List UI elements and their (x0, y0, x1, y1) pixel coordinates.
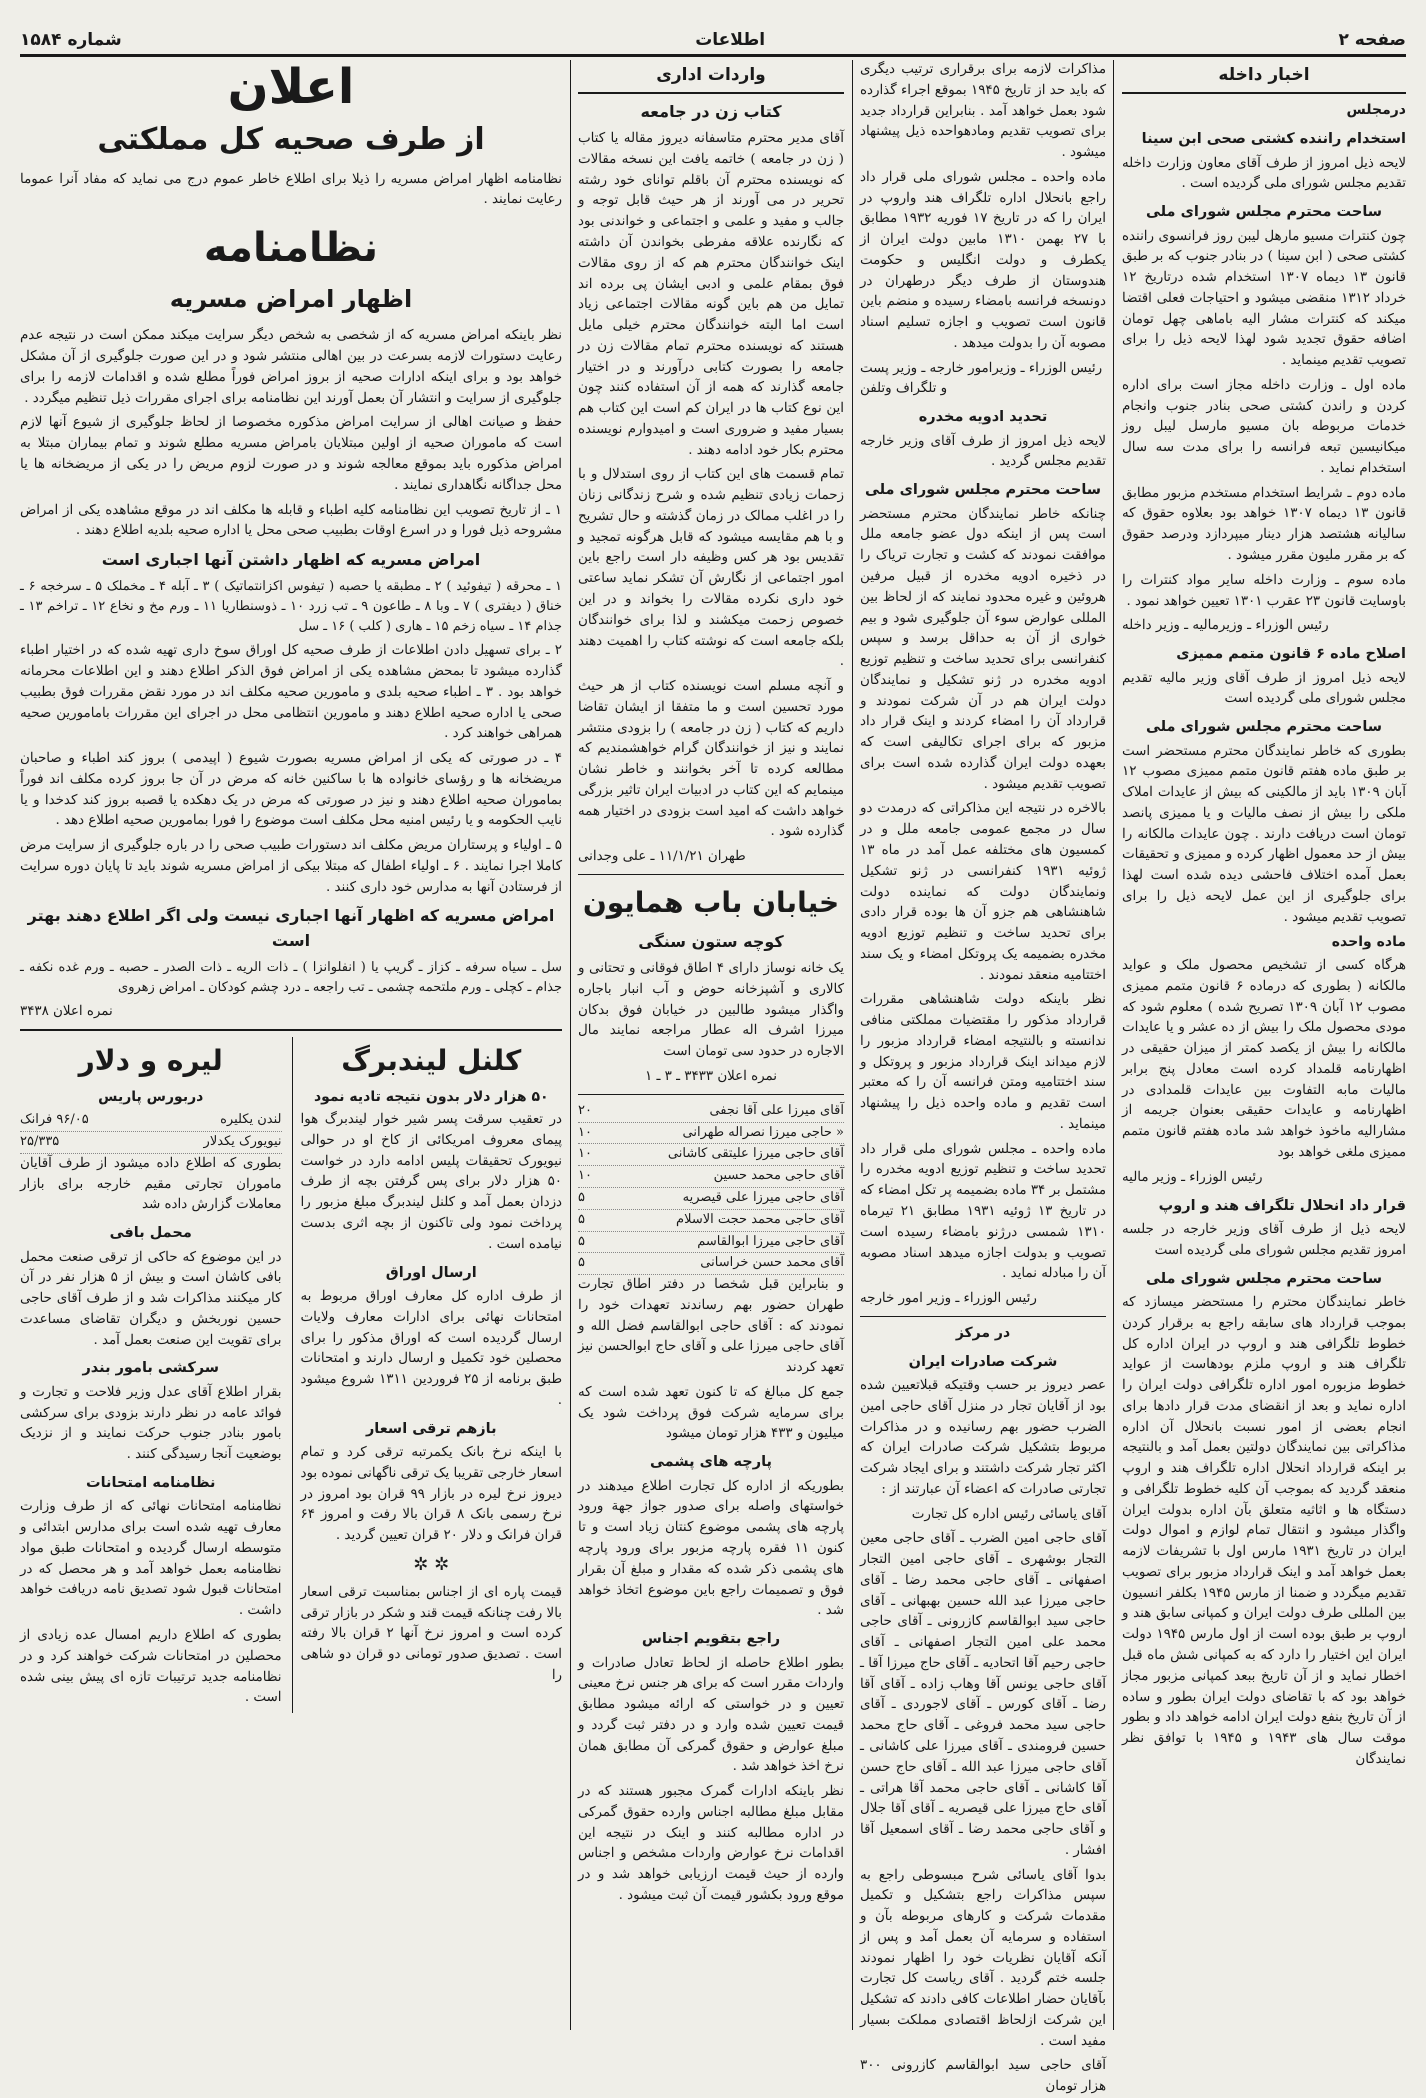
article-text: ماده واحده ـ مجلس شورای ملی قرار داد راجع بانحلال اداره تلگراف هند واروپ در ایران را که در تاریخ ۱۷ فوریه ۱۹۳۲ مطابق با ۲۷ بهمن ۱۳۱۰ مابین دولت ایران از یکطرف و دولت انگلیس و حکومت هندوستان از طرف دیگر درطهران در دونسخه فرانسه بامضاء رسیده و منضم باین قانون است تصویب و اجازه تسلیم اسناد مصوبه آن را بدولت میدهد . (860, 169, 1106, 351)
regulation-text: ۱ ـ از تاریخ تصویب این نظامنامه کلیه اطباء و قابله ها مکلف اند در موقع مشاهده یکی از امراض مشروحه ذیل فورا و در اسرع اوقات بطبیب صحی محل یا اداره صحیه بلدیه اطلاع دهند . (20, 502, 562, 539)
subsection-title: در مرکز (955, 1324, 1011, 1341)
article-title: ساحت محترم مجلس شورای ملی (864, 482, 1102, 499)
article-text: و بنابراین قبل شخصا در دفتر اطاق تجارت طهران حضور بهم رساندند تعهدات خود را نمودند که : آقای حاجی ابوالقاسم فضل الله و آقای حاجی میرزا علی و آقای حاج ابوالحسن نیز تعهد کردند (578, 1277, 844, 1376)
list-title: امراض مسریه که اظهار آنها اجباری نیست ولی اگر اطلاع دهند بهتر است (27, 906, 555, 951)
rate-row: نیویورک یکدلار ۲۵/۳۳۵ (20, 1132, 282, 1154)
box-text: نظامنامه امتحانات نهائی که از طرف وزارت معارف تهیه شده است برای مدارس ابتدائی و متوسطه ارسال گردیده و امتحانات طبق مواد نظامنامه بعمل خواهد آمد و هر محصل که در امتحانات قبول شود تصدیق نامه دریافت خواهد داشت . (20, 1499, 282, 1619)
box-title: ارسال اوراق (385, 1264, 477, 1281)
column-rule (1113, 60, 1114, 2030)
article-text: بطوری که خاطر نمایندگان محترم مستحضر است بر طبق ماده هفتم قانون متمم ممیزی مصوب ۱۲ آبان ۱۳۰۹ باید از مالکینی که بیش از عایدات املاک ملکی را بیش از نصف مالیات و یا ممیزی پانصد تومان است دریافت دارند . چون عایدات مالکانه را بیش از حد معمول اظهار کرده و ممیزی و تحقیقات بعمل آمده اختلاف فاحشی دیده شده است لهذا برای جلوگیری از این عمل لایحه ذیل را برای تصویب تقدیم میشود . (1122, 743, 1406, 925)
ad-title: خیابان باب همایون (582, 885, 840, 919)
box-text: بقرار اطلاع آقای عدل وزیر فلاحت و تجارت و فوائد عامه در نظر دارند بزودی برای سرکشی بامور بنادر جنوب حرکت نمایند و از نزدیک بوضعیت آنجا رسیدگی کنند . (20, 1384, 282, 1463)
box-text: قیمت پاره ای از اجناس بمناسبت ترقی اسعار بالا رفت چنانکه قیمت قند و شکر در بازار ترقی کرده است و امروز نرخ آنها ۲ قران بالا رفته است . تصدیق صدور تومانی دو قران دو شاهی را (300, 1584, 562, 1683)
article-title: ساحت محترم مجلس شورای ملی (1145, 204, 1383, 221)
donor-row: آقای میرزا علی آقا نجفی ۲۰ (578, 1101, 844, 1123)
article-title: استخدام راننده کشتی صحی ابن سینا (1141, 131, 1406, 148)
notice-number: نمره اعلان ۳۴۳۸ (20, 1004, 113, 1020)
article-title: اصلاح ماده ۶ قانون متمم ممیزی (1176, 646, 1406, 663)
box-text: در تعقیب سرقت پسر شیر خوار لیندبرگ هوا پیمای معروف امریکائی از کاخ او در حوالی نیویورک تحقیقات پلیس ادامه دارد در خواست ۵۰ هزار دلار برای پس گرفتن بچه از طرف دزدان بعمل آمد و کلنل لیندبرگ مبلغ مزبور را پرداخت نمود ولی تاکنون از بچه اثری بدست نیامده است . (300, 1112, 562, 1252)
box-title: بازهم ترقی اسعار (365, 1420, 497, 1437)
box-title: سرکشی بامور بندر (82, 1360, 220, 1377)
divider (578, 1094, 844, 1095)
article-title: تحدید ادویه مخدره (918, 409, 1048, 426)
article-text: خاطر نمایندگان محترم را مستحضر میسازد که بموجب قرارداد های سابقه راجع به برقرار کردن خطوط تلگرافی هند و اروپ در ایران اداره کل تلگراف هند و اروپ ملزم بودهاست از عواید خطوط مزبوره امور اداره تلگرافی دولت ایران را اداره نماید و بعد از انقضای مدت قرار دادها برای انجام بعضی از امور نسبت بانحلال آن اداره مذاکراتی بین نمایندگان دولتین بعمل آمد و بالنتیجه بر اینکه قرارداد انحلال اداره تلگراف هند و اروپ منعقد گردید که بموجب آن کلیه خطوط تلگرافی و دستگاه ها و اثاثیه متعلق بآن اداره بدولت ایران واگذار میشود و انتقال تمام لوازم و اموال دولت ایران در تاریخ ۱۹۳۱ مارس اول با تشریفات لازمه بعمل خواهد آمد و اینک قرارداد مزبور برای تصویب تقدیم میگردد و ضمنا از مارس ۱۹۴۵ بکلفر انسیون بین المللی طرف دولت ایران و کمپانی سابق هند و اروپ بر طبق بوده است از اول مارس ۱۹۴۵ دولت ایران این اختیار را دارد که به کمپانی شش ماه قبل اخطار نماید و از آن تاریخ ببعد کمپانی مزبور مجاز خواهد بود که با تقاضای دولت ایران بطور و ساده از آن تاریخ بنفع دولت ایران ادامه خواهد داد و بطور موقت سال های ۱۹۴۳ و ۱۹۴۵ با توافق نظر نمایندگان (1122, 1294, 1406, 1767)
article-text: ماده اول ـ وزارت داخله مجاز است برای اداره کردن و راندن کشتی صحی بنادر جنوب وانجام خدمات مربوطه بان مسیو مارسل لیبل روز میکانیسین تبعه فرانسه را برای مدت سه سال استخدام نماید . (1122, 377, 1406, 476)
signature: طهران ۱۱/۱/۲۱ ـ علی وجدانی (578, 849, 746, 865)
box-title: لیره و دلار (78, 1044, 223, 1078)
regulation-text: ۴ ـ در صورتی که یکی از امراض مسریه بصورت شیوع ( اپیدمی ) بروز کند اطباء و صاحبان مریضخانه ها و رؤسای خانواده ها با ساکنین خانه که مرض در آن جا بروز کرده مکلف اند فوراً بماموران صحیه اطلاع دهند و نیز در صورتی که مرض در یک دهکده یا قصبه بروز کند کدخدا و یا نایب الحکومه و یا رئیس امنیه محل مکلف است موضوع را فورا بمامورین صحیه اطلاع دهد . (20, 751, 562, 829)
column-notice (20, 60, 562, 2030)
article-text: بطوریکه از اداره کل تجارت اطلاع میدهند در خواستهای واصله برای صدور جواز جهة ورود پارچه های پشمی موضوع کنتان زیاد است و تا کنون ۱۱ فقره پارچه مزبور برای ورود پارچه های پشمی ذکر شده که مقدار و مبلغ آن بقرار فوق و تصمیمات راجع باین موضوع اتخاذ خواهد شد . (578, 1478, 844, 1619)
article-text: بطور اطلاع حاصله از لحاظ تعادل صادرات و واردات مقرر است که برای هر جنس نرخ معینی تعیین و در خواستی که ارائه میشود مطابق قیمت تعیین شده وارد و در دفتر ثبت گردد و مبلغ عوارض و حقوق گمرکی آن مطابق همان نرخ اخذ خواهد شد . (578, 1655, 844, 1775)
regulation-text: ۲ ـ برای تسهیل دادن اطلاعات از طرف صحیه کل اوراق سوخ داری تهیه شده که در اختیار اطباء گذارده میشود تا بمحض مشاهده یکی از امراض فوق الذکر اطلاع دهند و این اطلاعات محرمانه خواهد بود . ۳ ـ اطباء صحیه بلدی و مامورین صحیه مکلف اند در مورد نقض مقررات فوق بطبیب صحی یا اداره صحیه اطلاع دهند و مامورین انتظامی محل در اجرای این مقررات بامامورین صحیه همراهی خواهند کرد . (20, 643, 563, 742)
notice-subtitle: از طرف صحیه کل مملکتی (97, 122, 485, 158)
notice-intro: نظامنامه اظهار امراض مسریه را ذیلا برای اطلاع خاطر عموم درج می نماید که مفاد آنرا عموما رعایت نمایند . (20, 171, 562, 208)
box-text: در این موضوع که حاکی از ترقی صنعت محمل بافی کاشان است و بیش از ۵ هزار نفر در آن کار میکنند مذاکرات شد و از طرف آقای حاجی حسین نوربخش و دیگران تقاضای مساعدت برای تقویت این صنعت بعمل آمد . (20, 1249, 282, 1348)
donor-row: آقای حاجی محمد حجت الاسلام ۵ (578, 1210, 844, 1232)
donor-row: آقای حاجی محمد حسین ۱۰ (578, 1166, 844, 1188)
column-domestic-news (1122, 60, 1406, 2030)
article-text: لایحه ذیل از طرف آقای وزیر خارجه در جلسه امروز تقدیم مجلس شورای ملی گردیده است (1122, 1221, 1406, 1258)
regulation-text: نظر باینکه امراض مسریه که از شخصی به شخص دیگر سرایت میکند ممکن است در نتیجه عدم رعایت دستورات لازمه بسرعت در بین اهالی منتشر شود و در این صورت جلوگیری از آن مشکل خواهد بود و برای اینکه ادارات صحیه از بروز امراض فوراً مطلع شده و اقدامات لازمه را برای جلوگیری از سرایت و انتشار آن بعمل آورند این نظامنامه برای اجرای مقررات ذیل تنظیم میگردد . (20, 328, 562, 406)
divider (578, 874, 844, 875)
article-title: راجع بتقویم اجناس (641, 1631, 781, 1648)
article-text: آقای حاجی سید ابوالقاسم کازرونی ۳۰۰ هزار تومان (860, 2058, 1106, 2095)
issue-number: شماره ۱۵۸۴ (20, 30, 122, 50)
names-list: آقای یاسائی رئیس اداره کل تجارت (911, 1506, 1106, 1522)
section-title: واردات اداری (578, 60, 844, 94)
article-title: ساحت محترم مجلس شورای ملی (1145, 719, 1383, 736)
box-text: از طرف اداره کل معارف اوراق مربوط به امتحانات نهائی برای ادارات معارف ولایات ارسال گردیده است که اوراق مذکور را برای محصلین خود تکمیل و ارسال دارند و امتحانات طبق برنامه از ۲۵ فروردین ۱۳۱۱ شروع میشود . (300, 1289, 562, 1408)
box-title: محمل بافی (109, 1225, 192, 1242)
article-text: آقای مدیر محترم متاسفانه دیروز مقاله یا کتاب ( زن در جامعه ) خاتمه یافت این نسخه مقالات که نویسنده محترم آن باقلم توانای خود رشته تحریر در می آورند از هر حیث قابل توجه و جالب و مفید و علمی و اجتماعی و خواندنی بود که نگارنده علاقه مفرطی بخواندن آن داشته اینک خوانندگان محترم هم که از روی مقالات فوق بمقام علمی و ادبی ایشان پی برده اند تمایل من هم باین گونه مقالات اجتماعی زیاد است اما البته خوانندگان محترم خیلی مایل هستند که نویسنده محترم تمام مقالات زن در جامعه را بصورت کتابی درآورند و در اختیار جامعه گذارند که همه از آن استفاده کنند چون این نوع کتاب ها در ایران کم است این کتاب هم بسیار مفید و ضروری است و امیدوارم نویسنده محترم بکار خود ادامه دهند . (578, 131, 844, 458)
donors-list (578, 1101, 844, 1275)
signature: رئیس الوزراء ـ وزیرمالیه ـ وزیر داخله (1122, 618, 1329, 634)
article-text: ماده واحده ـ مجلس شورای ملی قرار داد تحدید ساخت و تنظیم توزیع ادویه مخدره را مشتمل بر ۳۴ ماده بضمیمه پر تکل امضاء که در تاریخ ۱۳ ژوئیه ۱۹۳۱ مطابق ۲۱ تیرماه ۱۳۱۰ شمسی درژنو بامضاء رسیده است تصویب و بدولت اجازه میدهد اسناد مصوبه آن را مبادله نماید . (860, 1141, 1106, 1282)
article-text: عصر دیروز بر حسب وقتیکه قبلاتعیین شده بود از آقایان تجار در منزل آقای حاجی امین الضرب حضور بهم رسانیده و در مذاکرات مربوط بتشکیل شرکت صادرات ایران که اکثر تجار شرکت داشتند و برای ایجاد شرکت تجارتی صادرات که اعضاء آن عبارتند از : (860, 1377, 1106, 1497)
star-ornament-icon: ✲ ✲ (413, 1553, 450, 1575)
donor-row: آقای محمد حسن خراسانی ۵ (578, 1253, 844, 1275)
article-text: چنانکه خاطر نمایندگان محترم مستحضر است پس از اینکه دول عضو جامعه ملل موافقت نمودند که کشت و تجارت تریاک را در ذخیره ادویه مخدره از قبیل مرفین هروئین و غیره محدود نمایند که از لحاظ بین المللی عوارض سوء آن جلوگیری شود و بیم خواری از آن به حداقل برسد و سپس کنفرانسی برای تحدید ساخت و تنظیم توزیع ادویه مخدره در ژنو تشکیل و نمایندگان دولت ایران هم در آن شرکت نمودند و قرارداد آن را امضاء کردند و اینک قرار داد مزبور که برای اجرای تکالیفی است که بعهده دولت ایران گذارده شده است برای تصویب تقدیم میشود . (860, 506, 1106, 792)
masthead (20, 26, 1406, 57)
signature: رئیس الوزراء ـ وزیر مالیه (1122, 1169, 1263, 1185)
section-title: اخبار داخله (1122, 60, 1406, 94)
article-text: تمام قسمت های این کتاب از روی استدلال و با زحمات زیادی تنظیم شده و شرح زندگانی زنان را در اغلب ممالک در زمان گذشته و حال تشریح و با هم مقایسه میشود که قابل هرگونه تمجید و تقدیس بود هر کس وظیفه دار است راجع باین امور اجتماعی از نگارش آن تشکر نماید ساعتی خود داری نکرده مقالات را بخواند و در این خصوص زحمت میکشند و لذا برای خوانندگان بلکه جامعه است که نوشته کتاب را اهمیت دهند . (578, 467, 844, 670)
box-left-stack (292, 1037, 563, 1713)
article-title: ساحت محترم مجلس شورای ملی (1145, 1270, 1383, 1287)
donor-row: آقای حاجی میرزا ابوالقاسم ۵ (578, 1232, 844, 1254)
paper-name: اطلاعات (695, 30, 766, 50)
rate-row: لندن یکلیره ۹۶/۰۵ فرانک (20, 1110, 282, 1132)
article-title: قرار داد انحلال تلگراف هند و اروپ (1158, 1197, 1406, 1214)
article-text: ماده سوم ـ وزارت داخله سایر مواد کنترات را باوسایت قانون ۲۳ عقرب ۱۳۰۱ تعیین خواهد نمود . (1122, 572, 1406, 609)
article-text: و آنچه مسلم است نویسنده کتاب از هر حیث مورد تحسین است و ما متفقا از ایشان تقاضا داریم که کتاب ( زن در جامعه ) را بزودی منتشر نمایند و نیز از خوانندگان گرام خواهشمندیم که مطالعه کرده تا آخر بخوانند و خاطر نشان مینمایم که این کتاب در ادبیات ایران تاثیر بزرگی خواهد داشت که امید است بزودی در اختیار همه گذارده شود . (578, 679, 844, 840)
ad-text: یک خانه نوساز دارای ۴ اطاق فوقانی و تحتانی و کالاری و آشپزخانه حوض و آب انبار باجاره واگذار میشود طالبین در خیابان فوق بدکان میرزا اشرف اله عطار مراجعه نمایند مال الاجاره در حدود سی تومان است (578, 961, 845, 1060)
box-subtitle: دربورس پاریس (98, 1088, 204, 1105)
signature: رئیس الوزراء ـ وزیر امور خارجه (860, 1291, 1037, 1307)
divider (20, 1029, 562, 1031)
signature: رئیس الوزراء ـ وزیرامور خارجه ـ وزیر پست و تلگراف وتلفن (860, 360, 1103, 397)
regulation-title: نظامنامه (203, 225, 379, 272)
divider (860, 1316, 1106, 1317)
page-number: صفحه ۲ (1338, 30, 1406, 50)
box-title: نظامنامه امتحانات (86, 1474, 216, 1491)
donor-row: آقای حاجی میرزا علی قیصریه ۵ (578, 1188, 844, 1210)
regulation-subtitle: اظهار امراض مسریه (169, 285, 413, 314)
article-text: بدوا آقای یاسائی شرح مبسوطی راجع به سپس مذاکرات راجع بتشکیل و تکمیل مقدمات شرکت و کارهای مربوطه بآن و استفاده و سرمایه آن بعمل آمد و پس از آنکه آقایان نظریات خود را اظهار نمودند جلسه ختم گردید . آقای ریاست کل تجارت بآقایان حضار اطلاعات کافی دادند که تشکیل این شرکت ازلحاظ اقتصادی مملکت بسیار مفید است . (860, 1867, 1106, 2049)
subsection-title: درمجلس (1346, 102, 1406, 119)
ad-subtitle: کوچه ستون سنگی (638, 932, 784, 952)
ad-number: نمره اعلان ۳۴۳۳ ـ ۳ ـ ۱ (645, 1068, 777, 1084)
article-text: نظر باینکه ادارات گمرک مجبور هستند که در مقابل مبلغ مطالبه اجناس وارده حقوق گمرکی در اداره مطالبه کنند و اینک در نتیجه این اقدامات نرخ عوارض واردات مشخص و اجناس وارده از حیث قیمت ارزیابی خواهد شد و در موقع ورود بکشور قیمت آن ثبت میشود . (578, 1784, 844, 1903)
box-right-stack (20, 1037, 282, 1713)
article-title: ماده واحده (1331, 934, 1406, 951)
disease-list: ۱ ـ محرقه ( تیفوئید ) ۲ ـ مطبقه یا حصبه ( تیفوس اکزانتماتیک ) ۳ ـ آبله ۴ ـ مخملک ۵ ـ سرخجه ۶ ـ خناق ( دیفتری ) ۷ ـ وبا ۸ ـ طاعون ۹ ـ تب زرد ۱۰ ـ ذوسنطاریا ۱۱ ـ ورم مخ و نخاع ۱۲ ـ تراخم ۱۳ ـ جذام ۱۴ ـ سیاه زخم ۱۵ ـ هاری ( کلب ) ۱۶ ـ سل (20, 578, 563, 635)
regulation-text: حفظ و صیانت اهالی از سرایت امراض مذکوره مخصوصا از لحاظ جلوگیری از شیوع آنها لازم است که ماموران صحیه از اولین مبتلایان بامراض مسریه مطلع شوند و تمام بیماران مبتلا به امراض مذکوره باید بموقع معالجه شوند و در صورت لزوم مریض را در یکی از مریضخانه ها یا محل جداگانه نگاهداری نمایند . (20, 415, 562, 493)
article-title: پارچه های پشمی (650, 1454, 772, 1471)
article-text: جمع کل مبالغ که تا کنون تعهد شده است که برای سرمایه شرکت فوق پرداخت شود یک میلیون و ۴۳۳ هزار تومان میشود (578, 1384, 844, 1442)
column-rule (852, 60, 853, 2030)
regulation-text: ۵ ـ اولیاء و پرستاران مریض مکلف اند دستورات طبیب صحی را در باره جلوگیری از سرایت مرض کاملا اجرا نمایند . ۶ ـ اولیاء اطفال که مبتلا بیکی از امراض مسریه شوند باید تا پایان دوره سرایت از فرستادن آنها به مدارس خود داری کنند . (20, 838, 563, 895)
donor-row: آقای حاجی میرزا علیتقی کاشانی ۱۰ (578, 1144, 844, 1166)
article-text: چون کنترات مسیو مارهل لیبن روز فرانسوی راننده کشتی صحی ( ابن سینا ) در بنادر جنوب که بر طبق قانون ۱۳ دیماه ۱۳۰۷ استخدام شده درتاریخ ۱۲ خرداد ۱۳۱۲ منقضی میشود و احتیاجات فعلی اقتضا میکند که کنترات مشار الیه باماهی چهل تومان اضافه حقوق تجدید شود لهذا لایحه ذیل را برای تصویب تقدیم مینماید . (1122, 228, 1406, 369)
list-title: امراض مسریه که اظهار داشتن آنها اجباری است (101, 550, 481, 570)
column-rule (570, 60, 571, 2030)
article-text: لایحه ذیل امروز از طرف آقای وزیر خارجه تقدیم مجلس گردید . (860, 433, 1106, 470)
exchange-rates (20, 1110, 282, 1154)
article-text: هرگاه کسی از تشخیص محصول ملک و عواید مالکانه ( بطوری که درماده ۶ قانون متمم ممیزی مصوب ۱۲ آبان ۱۳۰۹ تصریح شده ) معلوم شود که مودی محصول ملک را بیش از ده عشر و یا عایدات مالکانه را بیش از یکصد کمتر از میزان حقیقی در اظهارنامه قلمداد کرده است معادل پنج برابر مالیات مابه التفاوت بین عایدات قلمدادی در اظهارنامه و عایدات حقیقی بعنوان جریمه از مشارالیه ماخوذ خواهد شد ماده هفتم قانون متمم ممیزی ملغی خواهد بود (1122, 958, 1407, 1160)
article-text: مذاکرات لازمه برای برقراری ترتیب دیگری که باید حد از تاریخ ۱۹۴۵ بموقع اجراء گذارده شود بعمل خواهد آمد . بنابراین قرارداد جدید برای تصویب تقدیم ومادهواحده ذیل پیشنهاد میشود . (860, 62, 1106, 161)
box-headline: ۵۰ هزار دلار بدون نتیجه تادیه نمود (313, 1088, 549, 1105)
disease-list: سل ـ سیاه سرفه ـ کزاز ـ گریپ یا ( انفلوانزا ) ـ ذات الریه ـ ذات الصدر ـ حصبه ـ ورم غده نکفه ـ جذام ـ کچلی ـ ورم ملتحمه چشمی ـ تب راجعه ـ درد چشم کودکان ـ امراض زهروی (20, 960, 562, 996)
box-text: با اینکه نرخ بانک یکمرتبه ترقی کرد و تمام اسعار خارجی تقریبا یک ترقی ناگهانی نموده بود دیروز نرخ لیره در بازار ۹۹ قران بود امروز در نرخ رسمی بانک ۸ قران بالا رفت و امروز ۶۴ قران فرانک و دلار ۲۰ قران تعیین گردید . (300, 1445, 563, 1544)
article-text: نظر باینکه دولت شاهنشاهی مقررات قرارداد مذکور را مقتضیات مملکتی منافی ندانسته و بالنتیجه امضاء قرارداد مزبور را لازم میداند اینک قرارداد مزبور و پروتکل و سند اختتامیه ومتن فرانسه آن را که معتبر است تقدیم و ماده واحده ذیل را پیشنهاد مینماید . (860, 992, 1106, 1132)
box-text: بطوری که اطلاع داده میشود از طرف آقایان ماموران تجارتی مقیم خارجه برای بازار معاملات گزارش داده شد (20, 1155, 282, 1213)
bottom-boxes (20, 1037, 562, 1713)
names-list: آقای حاجی امین الضرب ـ آقای حاجی معین التجار بوشهری ـ آقای حاجی امین التجار اصفهانی ـ آقای حاجی محمد رضا ـ آقای حاجی میرزا عبد الله حسین بهبهانی ـ آقای حاجی سید ابوالقاسم کازرونی ـ آقای حاجی محمد علی امین التجار اصفهانی ـ آقای حاجی رحیم آقا اتحادیه ـ آقای حاج میرزا آقا ـ آقای حاجی یونس آقا وهاب زاده ـ آقای آقا رضا ـ آقای کورس ـ آقای لاجوردی ـ آقای حاجی سید محمد فروغی ـ آقای حاج محمد حسین فرومندی ـ آقای میرزا علی کاشانی ـ آقای حاجی میرزا عبد الله ـ آقای حاج حسن آقا کاشانی ـ آقای حاجی محمد آقا هراتی ـ آقای حاج میرزا علی قیصریه ـ آقای آقا جلال و آقای حاجی محمد رضا ـ آقای اسمعیل آقا افشار . (860, 1531, 1106, 1858)
column-correspondence (578, 60, 844, 2030)
article-text: لایحه ذیل امروز از طرف آقای وزیر مالیه تقدیم مجلس شورای ملی گردیده است (1122, 670, 1406, 707)
article-text: لایحه ذیل امروز از طرف آقای معاون وزارت داخله تقدیم مجلس شورای ملی گردیده است . (1122, 155, 1406, 192)
article-title: کتاب زن در جامعه (640, 102, 782, 122)
article-title: شرکت صادرات ایران (908, 1353, 1058, 1370)
box-title: کلنل لیندبرگ (341, 1044, 522, 1078)
column-parliament (860, 60, 1107, 2095)
article-text: بالاخره در نتیجه این مذاکراتی که درمدت دو سال در مجمع عمومی جامعه ملل و در کمسیون های مختلفه عمل آمد در ماه ۱۳ ژوئیه ۱۹۳۱ کنفرانسی در ژنو تشکیل ونمایندگان دولت که نماینده دولت شاهنشاهی هم جزو آن ها بوده قرار دادی برای تحدید ساخت و تنظیم توزیع ادویه مخدره بضمیمه یک پروتکل امضاء و یک سند اختتامیه منعقد نمودند . (860, 801, 1107, 983)
article-text: ماده دوم ـ شرایط استخدام مستخدم مزبور مطابق قانون ۱۳ دیماه ۱۳۰۷ خواهد بود بعلاوه حقوق که سالیانه هشتصد هزار دینار میپردازد ودرصد حقوق که بر مقرر ملیون مقرر میشود . (1122, 485, 1407, 563)
donor-row: « حاجی میرزا نصراله طهرانی ۱۰ (578, 1123, 844, 1145)
notice-title: اعلان (227, 59, 355, 115)
box-text: بطوری که اطلاع داریم امسال عده زیادی از محصلین در امتحانات شرکت خواهند کرد و در نظامنامه جدید ترتیبات تازه ای پیش بینی شده است . (20, 1627, 282, 1706)
